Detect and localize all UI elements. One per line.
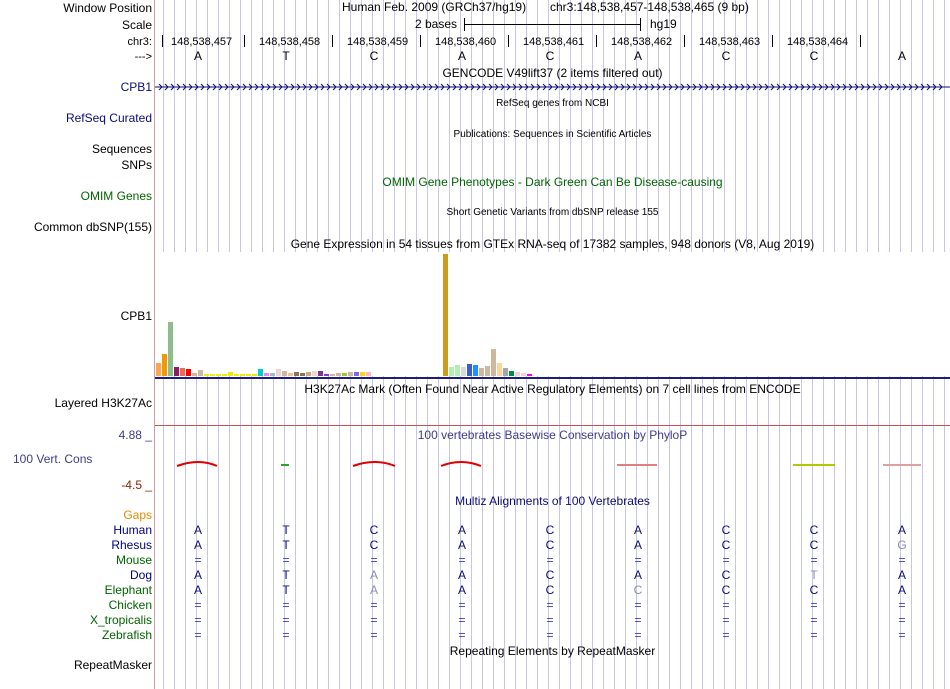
- alignment-base: =: [546, 628, 554, 642]
- alignment-base: =: [194, 598, 202, 612]
- alignment-base: A: [897, 583, 906, 597]
- coordinate-tick: [772, 35, 773, 47]
- coordinate-label: 148,538,460: [435, 36, 497, 48]
- alignment-base: =: [634, 598, 642, 612]
- alignment-base: A: [633, 523, 642, 537]
- alignment-base: =: [634, 553, 642, 567]
- gtex-bar[interactable]: [342, 373, 347, 376]
- gtex-bar[interactable]: [210, 374, 215, 376]
- gtex-bar[interactable]: [366, 372, 371, 376]
- label-divider: [154, 0, 155, 689]
- publications-track-title: Publications: Sequences in Scientific Articles: [453, 129, 652, 140]
- scale-label: Scale: [121, 18, 152, 32]
- coordinate-tick: [596, 35, 597, 47]
- gtex-bar[interactable]: [222, 374, 227, 376]
- gtex-bar[interactable]: [449, 367, 454, 376]
- phylop-signal: [155, 455, 950, 475]
- gtex-bar[interactable]: [455, 365, 460, 376]
- alignment-base: T: [282, 568, 290, 582]
- alignment-base: =: [282, 553, 290, 567]
- gtex-bar[interactable]: [491, 349, 496, 376]
- alignment-base: C: [809, 523, 819, 537]
- alignment-base: A: [457, 568, 466, 582]
- alignment-base: T: [282, 523, 290, 537]
- scale-bar-left-tick: [464, 18, 465, 31]
- refseq-track-label[interactable]: RefSeq Curated: [65, 111, 152, 125]
- refseq-track-title: RefSeq genes from NCBI: [496, 98, 609, 109]
- base-letter: A: [457, 49, 466, 63]
- gtex-bar[interactable]: [497, 363, 502, 376]
- gtex-bar[interactable]: [186, 369, 191, 376]
- alignment-base: =: [722, 628, 730, 642]
- gtex-bar[interactable]: [485, 366, 490, 376]
- alignment-base: T: [282, 583, 290, 597]
- coordinate-tick: [420, 35, 421, 47]
- species-label[interactable]: Chicken: [108, 598, 152, 612]
- base-letter: C: [809, 49, 819, 63]
- repeatmasker-track-title: Repeating Elements by RepeatMasker: [449, 644, 656, 658]
- gtex-bar[interactable]: [228, 372, 233, 376]
- gtex-bar[interactable]: [360, 372, 365, 376]
- alignment-base: =: [722, 553, 730, 567]
- phylop-track-label[interactable]: 100 Vert. Cons: [13, 452, 93, 466]
- gtex-bar[interactable]: [324, 374, 329, 376]
- assembly-text: Human Feb. 2009 (GRCh37/hg19): [342, 0, 527, 14]
- gtex-bar[interactable]: [503, 368, 508, 376]
- alignment-base: =: [370, 613, 378, 627]
- alignment-base: =: [194, 613, 202, 627]
- gtex-bar[interactable]: [162, 354, 167, 376]
- alignment-base: =: [546, 613, 554, 627]
- chrom-label: chr3:: [127, 36, 152, 48]
- alignment-base: =: [282, 613, 290, 627]
- phylop-min-label: -4.5 _: [121, 478, 152, 492]
- alignment-base: =: [370, 553, 378, 567]
- alignment-base: =: [546, 598, 554, 612]
- coordinate-tick: [684, 35, 685, 47]
- species-label[interactable]: Human: [113, 523, 152, 537]
- alignment-base: A: [633, 538, 642, 552]
- gtex-bar[interactable]: [270, 373, 275, 376]
- gtex-bar[interactable]: [168, 322, 173, 376]
- coordinate-label: 148,538,464: [787, 36, 849, 48]
- gaps-label: Gaps: [123, 508, 152, 522]
- coordinate-label: 148,538,457: [171, 36, 233, 48]
- gtex-bar[interactable]: [300, 373, 305, 376]
- alignment-base: C: [545, 583, 555, 597]
- alignment-base: =: [722, 613, 730, 627]
- gtex-bar[interactable]: [174, 367, 179, 376]
- coordinate-tick: [162, 35, 163, 47]
- gtex-bar[interactable]: [336, 373, 341, 376]
- base-letter: T: [282, 49, 290, 63]
- alignment-base: =: [458, 628, 466, 642]
- gtex-bar[interactable]: [246, 374, 251, 376]
- alignment-base: G: [897, 538, 907, 552]
- alignment-base: A: [897, 568, 906, 582]
- scale-bar: [464, 24, 640, 25]
- gencode-track-title: GENCODE V49lift37 (2 items filtered out): [442, 66, 663, 80]
- alignment-base: A: [369, 568, 378, 582]
- alignment-base: A: [193, 523, 202, 537]
- base-letter: A: [193, 49, 202, 63]
- alignment-base: C: [721, 568, 731, 582]
- gtex-bar[interactable]: [479, 368, 484, 376]
- alignment-base: =: [194, 553, 202, 567]
- gtex-bar[interactable]: [192, 373, 197, 376]
- h3k27ac-track-label[interactable]: Layered H3K27Ac: [54, 396, 152, 410]
- coordinate-label: 148,538,463: [699, 36, 761, 48]
- base-letter: A: [897, 49, 906, 63]
- gtex-bar[interactable]: [276, 369, 281, 376]
- gtex-bar[interactable]: [180, 368, 185, 376]
- scale-bar-right-tick: [640, 18, 641, 31]
- alignment-base: C: [721, 523, 731, 537]
- coordinate-label: 148,538,461: [523, 36, 585, 48]
- gtex-baseline: [155, 377, 950, 379]
- alignment-base: A: [897, 523, 906, 537]
- gtex-bar[interactable]: [509, 371, 514, 376]
- gtex-bar[interactable]: [198, 370, 203, 376]
- gtex-bar[interactable]: [527, 374, 532, 376]
- gtex-bar[interactable]: [306, 372, 311, 376]
- alignment-base: A: [193, 568, 202, 582]
- species-label[interactable]: Zebrafish: [101, 628, 152, 642]
- gtex-bar[interactable]: [156, 363, 161, 376]
- coordinate-label: 148,538,459: [347, 36, 409, 48]
- gtex-bar[interactable]: [348, 372, 353, 376]
- alignment-base: =: [370, 598, 378, 612]
- strand-label: --->: [134, 51, 152, 63]
- gtex-bar-pancreas[interactable]: [443, 254, 448, 376]
- gtex-bar[interactable]: [234, 374, 239, 376]
- alignment-base: =: [282, 628, 290, 642]
- h3k27ac-signal-line: [155, 425, 950, 426]
- alignment-base: T: [282, 538, 290, 552]
- gtex-bar[interactable]: [258, 369, 263, 376]
- alignment-base: C: [369, 538, 379, 552]
- alignment-base: A: [193, 583, 202, 597]
- alignment-base: C: [809, 583, 819, 597]
- alignment-base: =: [458, 598, 466, 612]
- alignment-base: A: [457, 583, 466, 597]
- position-text: chr3:148,538,457-148,538,465 (9 bp): [550, 0, 749, 14]
- coordinate-tick: [244, 35, 245, 47]
- alignment-base: =: [722, 598, 730, 612]
- alignment-base: A: [633, 568, 642, 582]
- gencode-gene-label[interactable]: CPB1: [120, 80, 152, 94]
- base-letter: C: [721, 49, 731, 63]
- scale-db: hg19: [650, 17, 677, 31]
- gtex-bar[interactable]: [282, 371, 287, 376]
- alignment-base: =: [810, 628, 818, 642]
- gtex-bar[interactable]: [204, 374, 209, 376]
- alignment-base: =: [898, 613, 906, 627]
- base-letter: C: [545, 49, 555, 63]
- alignment-base: =: [810, 613, 818, 627]
- alignment-base: C: [633, 583, 643, 597]
- gtex-bar[interactable]: [515, 372, 520, 376]
- repeatmasker-track-label[interactable]: RepeatMasker: [73, 658, 152, 672]
- gtex-bar[interactable]: [252, 374, 257, 376]
- gtex-bar[interactable]: [318, 371, 323, 376]
- gtex-bar[interactable]: [240, 374, 245, 376]
- gtex-bar[interactable]: [330, 374, 335, 376]
- alignment-base: =: [634, 613, 642, 627]
- alignment-base: C: [721, 583, 731, 597]
- scale-text: 2 bases: [415, 17, 458, 31]
- alignment-base: =: [898, 553, 906, 567]
- coordinate-tick: [508, 35, 509, 47]
- coordinate-tick: [860, 35, 861, 47]
- coordinate-label: 148,538,458: [259, 36, 321, 48]
- gtex-track-title: Gene Expression in 54 tissues from GTEx RNA-seq of 17382 samples, 948 donors (V8, Aug 2019): [290, 237, 815, 251]
- species-label[interactable]: Dog: [129, 568, 152, 582]
- gtex-bar[interactable]: [216, 374, 221, 376]
- species-label[interactable]: X_tropicalis: [89, 613, 152, 627]
- alignment-base: A: [457, 538, 466, 552]
- coordinate-tick: [332, 35, 333, 47]
- omim-track-title: OMIM Gene Phenotypes - Dark Green Can Be Disease-causing: [382, 175, 723, 189]
- alignment-base: =: [898, 598, 906, 612]
- alignment-base: A: [369, 583, 378, 597]
- coordinate-label: 148,538,462: [611, 36, 673, 48]
- gtex-gene-label[interactable]: CPB1: [120, 309, 152, 323]
- alignment-base: C: [369, 523, 379, 537]
- base-letter: C: [369, 49, 379, 63]
- alignment-base: =: [282, 598, 290, 612]
- alignment-base: C: [545, 538, 555, 552]
- alignment-base: A: [193, 538, 202, 552]
- base-letter: A: [633, 49, 642, 63]
- dbsnp-track-label[interactable]: Common dbSNP(155): [33, 220, 152, 234]
- alignment-base: =: [458, 553, 466, 567]
- alignment-base: =: [898, 628, 906, 642]
- species-label[interactable]: Elephant: [104, 583, 152, 597]
- gtex-bar[interactable]: [461, 367, 466, 376]
- phylop-max-label: 4.88 _: [118, 428, 152, 442]
- gtex-bar[interactable]: [288, 373, 293, 376]
- gtex-bar[interactable]: [264, 373, 269, 376]
- multiz-track-title: Multiz Alignments of 100 Vertebrates: [455, 494, 650, 508]
- gtex-bar[interactable]: [521, 373, 526, 376]
- gtex-chart[interactable]: [155, 252, 950, 376]
- gtex-bar[interactable]: [467, 364, 472, 376]
- snps-track-label[interactable]: SNPs: [121, 158, 152, 172]
- alignment-base: T: [810, 568, 818, 582]
- alignment-base: C: [545, 523, 555, 537]
- species-label[interactable]: Rhesus: [111, 538, 152, 552]
- sequences-track-label[interactable]: Sequences: [91, 142, 152, 156]
- alignment-base: A: [457, 523, 466, 537]
- alignment-base: =: [810, 598, 818, 612]
- gtex-bar[interactable]: [312, 371, 317, 376]
- alignment-base: C: [545, 568, 555, 582]
- omim-track-label[interactable]: OMIM Genes: [80, 189, 152, 203]
- alignment-base: =: [634, 628, 642, 642]
- gtex-bar[interactable]: [294, 372, 299, 376]
- window-position-label: Window Position: [63, 1, 152, 15]
- alignment-base: =: [810, 553, 818, 567]
- alignment-base: =: [194, 628, 202, 642]
- gtex-bar[interactable]: [473, 365, 478, 376]
- phylop-track-title: 100 vertebrates Basewise Conservation by PhyloP: [417, 428, 688, 442]
- dbsnp-track-title: Short Genetic Variants from dbSNP release 155: [446, 207, 659, 218]
- alignment-base: =: [546, 553, 554, 567]
- species-label[interactable]: Mouse: [115, 553, 152, 567]
- h3k27ac-track-title: H3K27Ac Mark (Often Found Near Active Regulatory Elements) on 7 cell lines from ENCODE: [304, 382, 801, 396]
- alignment-base: C: [809, 538, 819, 552]
- alignment-base: =: [370, 628, 378, 642]
- alignment-base: C: [721, 538, 731, 552]
- alignment-base: =: [458, 613, 466, 627]
- cpb1-gene-model[interactable]: [155, 81, 950, 93]
- gtex-bar[interactable]: [354, 372, 359, 376]
